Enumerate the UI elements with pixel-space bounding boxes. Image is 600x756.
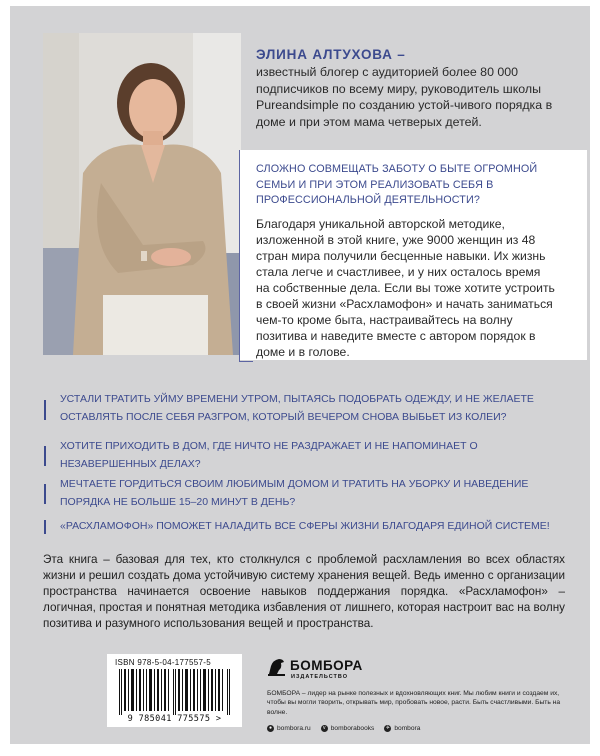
publisher-link-label: bombora.ru [277,724,311,732]
highlight-body: Благодаря уникальной авторской методике, изложенной в этой книге, уже 9000 женщин из 48 стран мира получили бесценные навыки. Их жизнь стала легче и счастливее, и у них осталось время на собственные дела. Если вы тоже хотите устроить в своей жизни «Расхламофон» и начать заниматься чем-то кроме быта, настраивайтесь на волну позитива и наведите вместе с автором порядок в доме и в голове. [256,217,555,359]
bullet-bar [44,446,46,466]
bullet-question-2: ХОТИТЕ ПРИХОДИТЬ В ДОМ, ГДЕ НИЧТО НЕ РАЗДРАЖАЕТ И НЕ НАПОМИНАЕТ О НЕЗАВЕРШЕННЫХ ДЕЛАХ? [60,440,478,470]
publisher-link-label: bombora [394,724,421,732]
author-name: ЭЛИНА АЛТУХОВА – [256,47,406,62]
barcode-bars [119,669,231,715]
bullet-statement: «РАСХЛАМОФОН» ПОМОЖЕТ НАЛАДИТЬ ВСЕ СФЕРЫ ЖИЗНИ БЛАГОДАРЯ ЕДИНОЙ СИСТЕМЕ! [60,520,550,532]
main-paragraph: Эта книга – базовая для тех, кто столкнулся с проблемой расхламления во всех областях жизни и решил создать дома устойчивую систему хранения вещей. Ведь именно с организации пространства начинается освоение навыков поддержания порядка. «Расхламофон» – логичная, простая и понятная методика избавления от лишнего, которая настроит вас на волну позитива и разумного использования вещей и пространства. [43,553,565,630]
bullet-bar [44,400,46,420]
bombora-logo-icon [267,656,287,676]
vk-icon: v [321,725,328,732]
publisher-name: БОМБОРА [290,658,363,673]
publisher-subtitle: ИЗДАТЕЛЬСТВО [291,674,349,680]
highlight-bracket-corner [239,361,253,362]
globe-icon: ● [268,724,273,731]
author-description: известный блогер с аудиторией более 80 000 подписчиков по всему миру, руководитель школы Pureandsimple по созданию устой-чивого порядка в доме и при этом мама четверых детей. [256,65,553,129]
publisher-link-label: bomborabooks [330,724,375,732]
bullet-bar [44,520,46,534]
highlight-question: СЛОЖНО СОВМЕЩАТЬ ЗАБОТУ О БЫТЕ ОГРОМНОЙ СЕМЬИ И ПРИ ЭТОМ РЕАЛИЗОВАТЬ СЕБЯ В ПРОФЕССИОНАЛЬНОЙ ДЕЯТЕЛЬНОСТИ? [256,163,538,206]
bullet-bar [44,484,46,504]
isbn-label: ISBN 978-5-04-177557-5 [115,658,211,667]
author-photo [43,33,241,355]
bullet-question-1: УСТАЛИ ТРАТИТЬ УЙМУ ВРЕМЕНИ УТРОМ, ПЫТАЯСЬ ПОДОБРАТЬ ОДЕЖДУ, И НЕ ЖЕЛАЕТЕ ОСТАВЛЯТЬ ПОСЛЕ СЕБЯ РАЗГРОМ, КОТОРЫЙ ВЕЧЕРОМ СНОВА ВЫБЬЕТ ИЗ КОЛЕИ? [60,393,534,423]
bullet-question-3: МЕЧТАЕТЕ ГОРДИТЬСЯ СВОИМ ЛЮБИМЫМ ДОМОМ И ТРАТИТЬ НА УБОРКУ И НАВЕДЕНИЕ ПОРЯДКА НЕ БОЛЬШЕ 15–20 МИНУТ В ДЕНЬ? [60,478,529,508]
publisher-links [267,723,420,733]
publisher-link-vk[interactable] [321,725,375,732]
highlight-bracket-line [239,150,240,362]
social-icon: ✈ [385,724,390,731]
publisher-description: БОМБОРА – лидер на рынке полезных и вдохновляющих книг. Мы любим книги и создаем их, чтобы вы могли творить, открывать мир, пробовать новое, расти. Быть счастливыми. Быть на волне. [267,690,561,716]
barcode-digits: 9 785041 775575 > [127,714,222,724]
barcode [107,654,242,727]
publisher-link-social[interactable] [384,725,420,732]
book-back-cover [10,6,590,744]
publisher-link-website[interactable] [267,725,311,732]
